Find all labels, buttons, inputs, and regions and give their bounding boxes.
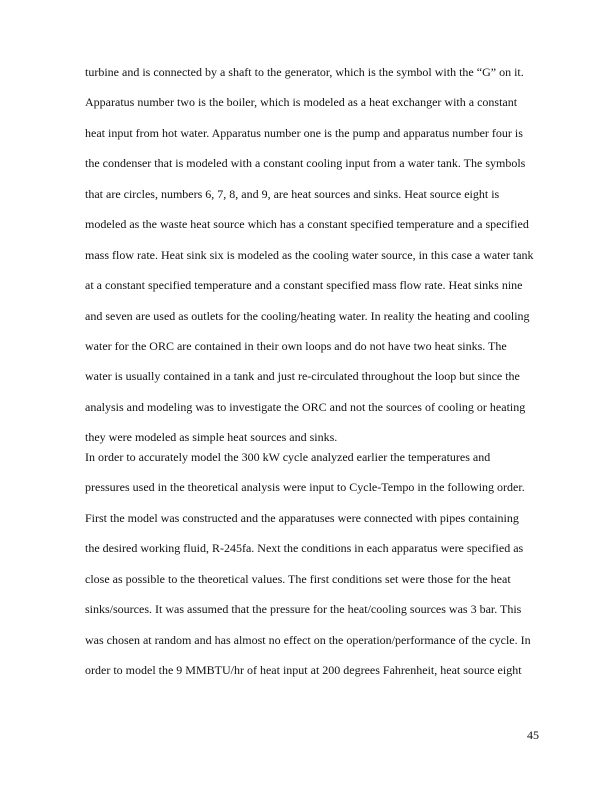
text-line: First the model was constructed and the apparatuses were connected with pipes containing [85, 510, 519, 525]
text-line: heat input from hot water. Apparatus number one is the pump and apparatus number four is [85, 125, 523, 140]
text-line: analysis and modeling was to investigate the ORC and not the sources of cooling or heating [85, 399, 526, 414]
text-line: pressures used in the theoretical analysis were input to Cycle-Tempo in the following order. [85, 480, 525, 495]
text-line: order to model the 9 MMBTU/hr of heat input at 200 degrees Fahrenheit, heat source eight [85, 663, 522, 678]
text-line: was chosen at random and has almost no effect on the operation/performance of the cycle. In [85, 632, 531, 647]
text-line: the desired working fluid, R-245fa. Next the conditions in each apparatus were specified as [85, 541, 524, 556]
paragraph-1 [85, 57, 545, 453]
text-line: In order to accurately model the 300 kW cycle analyzed earlier the temperatures and [85, 450, 491, 464]
text-line: at a constant specified temperature and a constant specified mass flow rate. Heat sinks nine [85, 278, 523, 293]
text-line: water for the ORC are contained in their own loops and do not have two heat sinks. The [85, 338, 507, 353]
text-line: modeled as the waste heat source which has a constant specified temperature and a specified [85, 217, 529, 232]
text-line: sinks/sources. It was assumed that the pressure for the heat/cooling sources was 3 bar. This [85, 602, 522, 617]
text-line: that are circles, numbers 6, 7, 8, and 9, are heat sources and sinks. Heat source eight is [85, 186, 500, 201]
text-line: water is usually contained in a tank and just re-circulated throughout the loop but since the [85, 369, 520, 384]
page-number: 45 [527, 728, 539, 742]
text-line: mass flow rate. Heat sink six is modeled as the cooling water source, in this case a water tank [85, 247, 534, 262]
text-line: close as possible to the theoretical values. The first conditions set were those for the heat [85, 571, 511, 586]
text-line: and seven are used as outlets for the cooling/heating water. In reality the heating and cooling [85, 308, 530, 323]
text-line: the condenser that is modeled with a constant cooling input from a water tank. The symbols [85, 156, 526, 171]
text-line: turbine and is connected by a shaft to the generator, which is the symbol with the “G” on it. [85, 65, 524, 79]
text-line: they were modeled as simple heat sources and sinks. [85, 430, 338, 445]
paragraph-2 [85, 442, 545, 686]
text-line: Apparatus number two is the boiler, which is modeled as a heat exchanger with a constant [85, 95, 518, 110]
